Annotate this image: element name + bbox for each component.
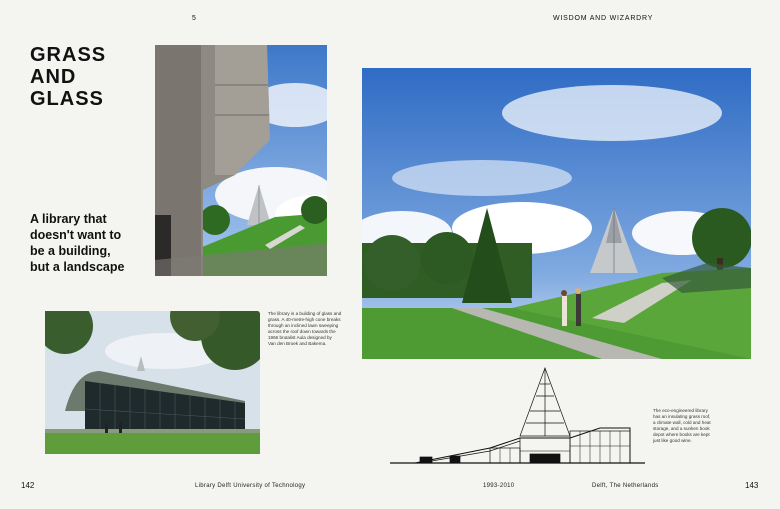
- photo-aula-and-cone: [155, 45, 327, 276]
- caption-right: The eco-engineered library has an insulating grass roof, a climate wall, cold and heat storage, and a sunken book depot where books are kept just like good wine.: [653, 408, 711, 443]
- photo-library-lawn-roof: [362, 68, 751, 359]
- footer-years: 1993-2010: [483, 483, 515, 489]
- footer-building: Library Delft University of Technology: [195, 483, 306, 489]
- article-title: GRASS AND GLASS: [30, 44, 107, 110]
- footer-left-page-number: 142: [21, 481, 35, 490]
- section-drawing: [390, 366, 645, 466]
- photo-glass-facade: [45, 311, 260, 454]
- footer-right-page-number: 143: [745, 481, 759, 490]
- footer-location: Delft, The Netherlands: [592, 483, 659, 489]
- caption-left: The library is a building of glass and grass. A 40-metre-high cone breaks through an inclined lawn sweeping across the roof down towards the 1966 brutalist Aula designed by Van den Broek and Bakema.: [268, 311, 342, 346]
- article-subtitle: A library that doesn't want to be a building, but a landscape: [30, 212, 125, 274]
- header-section-title: WISDOM AND WIZARDRY: [553, 15, 654, 22]
- header-page-number: 5: [192, 15, 197, 22]
